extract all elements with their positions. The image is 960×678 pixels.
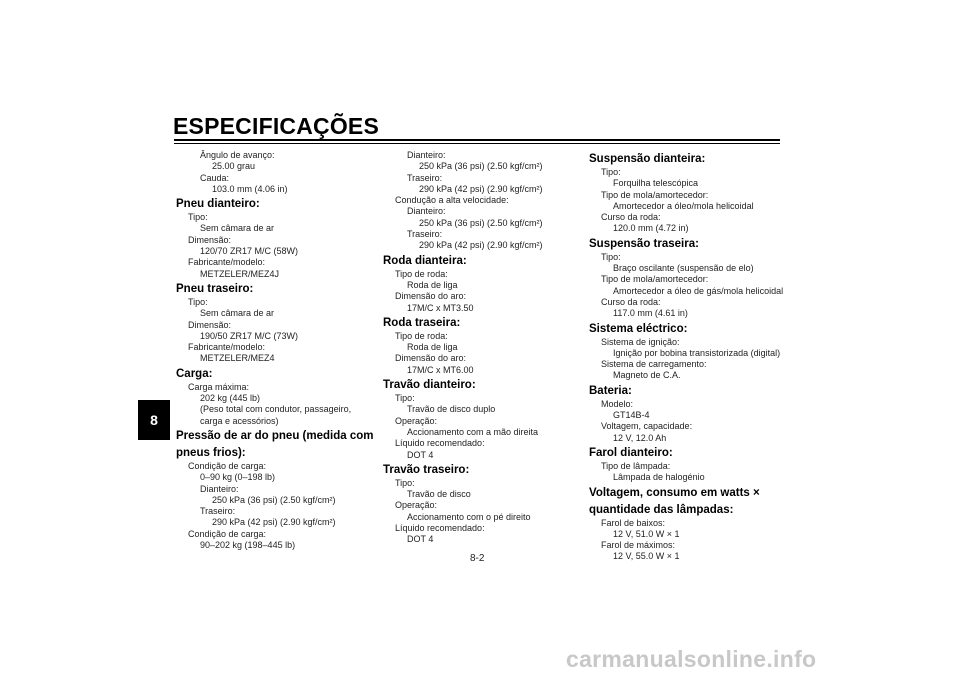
spec-line: DOT 4 — [407, 449, 434, 460]
spec-line: 290 kPa (42 psi) (2.90 kgf/cm²) — [419, 240, 543, 251]
spec-line: Curso da roda: — [601, 212, 661, 223]
spec-line: Modelo: — [601, 398, 634, 409]
spec-line: 90–202 kg (198–445 lb) — [200, 540, 296, 551]
spec-line: Tipo de lâmpada: — [601, 460, 671, 471]
spec-line: Dianteiro: — [407, 206, 446, 217]
spec-line: Líquido recomendado: — [395, 523, 485, 534]
spec-line: Amortecedor a óleo/mola helicoidal — [613, 200, 754, 211]
spec-line: Tipo: — [188, 296, 208, 307]
spec-heading: Roda dianteira: — [383, 254, 467, 267]
spec-line: Tipo: — [601, 251, 621, 262]
spec-line: Sistema de carregamento: — [601, 359, 707, 370]
title-rule-thick — [174, 139, 780, 141]
spec-heading: pneus frios): — [176, 446, 246, 459]
spec-line: Tipo: — [395, 477, 415, 488]
spec-line: Cauda: — [200, 172, 230, 183]
spec-heading: Farol dianteiro: — [589, 446, 673, 459]
spec-line: Dianteiro: — [200, 483, 239, 494]
spec-line: Carga máxima: — [188, 381, 250, 392]
spec-line: Ignição por bobina transistorizada (digital) — [613, 347, 781, 358]
spec-heading: quantidade das lâmpadas: — [589, 503, 734, 516]
spec-line: 202 kg (445 lb) — [200, 393, 261, 404]
spec-line: Fabricante/modelo: — [188, 257, 266, 268]
page-title: ESPECIFICAÇÕES — [173, 113, 380, 139]
spec-line: Travão de disco — [407, 489, 471, 500]
spec-line: Accionamento com o pé direito — [407, 511, 531, 522]
chapter-tab: 8 — [138, 400, 170, 440]
spec-line: Magneto de C.A. — [613, 370, 681, 381]
spec-column-3 — [589, 150, 789, 563]
spec-line: 12 V, 51.0 W × 1 — [613, 528, 680, 539]
spec-heading: Voltagem, consumo em watts × — [589, 486, 760, 499]
spec-heading: Travão traseiro: — [383, 463, 470, 476]
spec-line: Tipo: — [601, 167, 621, 177]
spec-line: Dianteiro: — [407, 150, 446, 160]
spec-heading: Travão dianteiro: — [383, 379, 476, 392]
spec-line: Condição de carga: — [188, 528, 267, 539]
spec-line: 250 kPa (36 psi) (2.50 kgf/cm²) — [419, 217, 543, 228]
spec-line: 0–90 kg (0–198 lb) — [200, 472, 276, 483]
spec-line: Tipo de mola/amortecedor: — [601, 189, 709, 200]
spec-line: Farol de máximos: — [601, 540, 676, 551]
spec-heading: Sistema eléctrico: — [589, 322, 688, 335]
spec-line: Lâmpada de halogénio — [613, 472, 705, 483]
spec-heading: Bateria: — [589, 384, 632, 397]
spec-heading: Pneu dianteiro: — [176, 198, 260, 211]
spec-line: Dimensão do aro: — [395, 353, 467, 364]
spec-line: Accionamento com a mão direita — [407, 426, 539, 437]
spec-line: 120/70 ZR17 M/C (58W) — [200, 246, 299, 257]
spec-line: Sistema de ignição: — [601, 336, 680, 347]
spec-column-2 — [383, 150, 583, 546]
spec-line: Forquilha telescópica — [613, 178, 699, 189]
spec-line: 103.0 mm (4.06 in) — [212, 183, 288, 194]
spec-line: 250 kPa (36 psi) (2.50 kgf/cm²) — [212, 494, 336, 505]
spec-line: Travão de disco duplo — [407, 404, 496, 415]
spec-line: 120.0 mm (4.72 in) — [613, 223, 689, 234]
spec-heading: Suspensão dianteira: — [589, 153, 706, 165]
spec-line: 12 V, 55.0 W × 1 — [613, 551, 680, 562]
spec-line: Fabricante/modelo: — [188, 342, 266, 353]
spec-line: Tipo de roda: — [395, 268, 448, 279]
spec-line: Amortecedor a óleo de gás/mola helicoidal — [613, 285, 784, 296]
spec-line: Dimensão: — [188, 319, 232, 330]
spec-heading: Pressão de ar do pneu (medida com — [176, 429, 374, 442]
spec-line: carga e acessórios) — [200, 415, 279, 426]
spec-line: (Peso total com condutor, passageiro, — [200, 404, 352, 415]
spec-line: Roda de liga — [407, 279, 458, 290]
spec-line: Dimensão do aro: — [395, 291, 467, 302]
spec-line: Operação: — [395, 500, 438, 511]
spec-line: 12 V, 12.0 Ah — [613, 432, 667, 443]
spec-line: Tipo: — [395, 393, 415, 404]
watermark-text: carmanualsonline.info — [566, 646, 817, 672]
spec-line: METZELER/MEZ4 — [200, 353, 275, 364]
spec-line: Traseiro: — [407, 172, 443, 183]
spec-line: Curso da roda: — [601, 296, 661, 307]
spec-line: 17M/C x MT6.00 — [407, 364, 474, 375]
spec-line: Tipo de roda: — [395, 330, 448, 341]
spec-line: Voltagem, capacidade: — [601, 421, 693, 432]
spec-line: Líquido recomendado: — [395, 438, 485, 449]
spec-column-1 — [176, 150, 376, 551]
spec-line: 190/50 ZR17 M/C (73W) — [200, 330, 299, 341]
spec-line: Braço oscilante (suspensão de elo) — [613, 263, 754, 274]
spec-line: DOT 4 — [407, 534, 434, 545]
spec-line: 117.0 mm (4.61 in) — [613, 308, 688, 319]
spec-line: 17M/C x MT3.50 — [407, 302, 474, 313]
spec-line: Condução a alta velocidade: — [395, 195, 509, 206]
spec-line: Dimensão: — [188, 234, 232, 245]
page-number: 8-2 — [470, 553, 485, 564]
spec-line: Sem câmara de ar — [200, 308, 275, 319]
spec-line: METZELER/MEZ4J — [200, 268, 280, 279]
spec-line: Farol de baixos: — [601, 517, 666, 528]
spec-line: 290 kPa (42 psi) (2.90 kgf/cm²) — [419, 183, 543, 194]
spec-line: Tipo de mola/amortecedor: — [601, 274, 709, 285]
spec-line: Traseiro: — [407, 229, 443, 240]
spec-line: Roda de liga — [407, 342, 458, 353]
spec-line: 25.00 grau — [212, 161, 256, 172]
spec-line: 250 kPa (36 psi) (2.50 kgf/cm²) — [419, 161, 543, 172]
title-rule-thin — [174, 143, 780, 144]
spec-line: Ângulo de avanço: — [200, 150, 275, 160]
spec-line: Sem câmara de ar — [200, 223, 275, 234]
spec-line: Operação: — [395, 415, 438, 426]
spec-heading: Suspensão traseira: — [589, 237, 699, 250]
spec-line: Tipo: — [188, 212, 208, 223]
spec-line: Traseiro: — [200, 506, 236, 517]
spec-heading: Roda traseira: — [383, 316, 461, 329]
spec-line: 290 kPa (42 psi) (2.90 kgf/cm²) — [212, 517, 336, 528]
spec-line: Condição de carga: — [188, 460, 267, 471]
spec-line: GT14B-4 — [613, 410, 650, 421]
spec-heading: Carga: — [176, 367, 213, 380]
spec-heading: Pneu traseiro: — [176, 282, 254, 295]
